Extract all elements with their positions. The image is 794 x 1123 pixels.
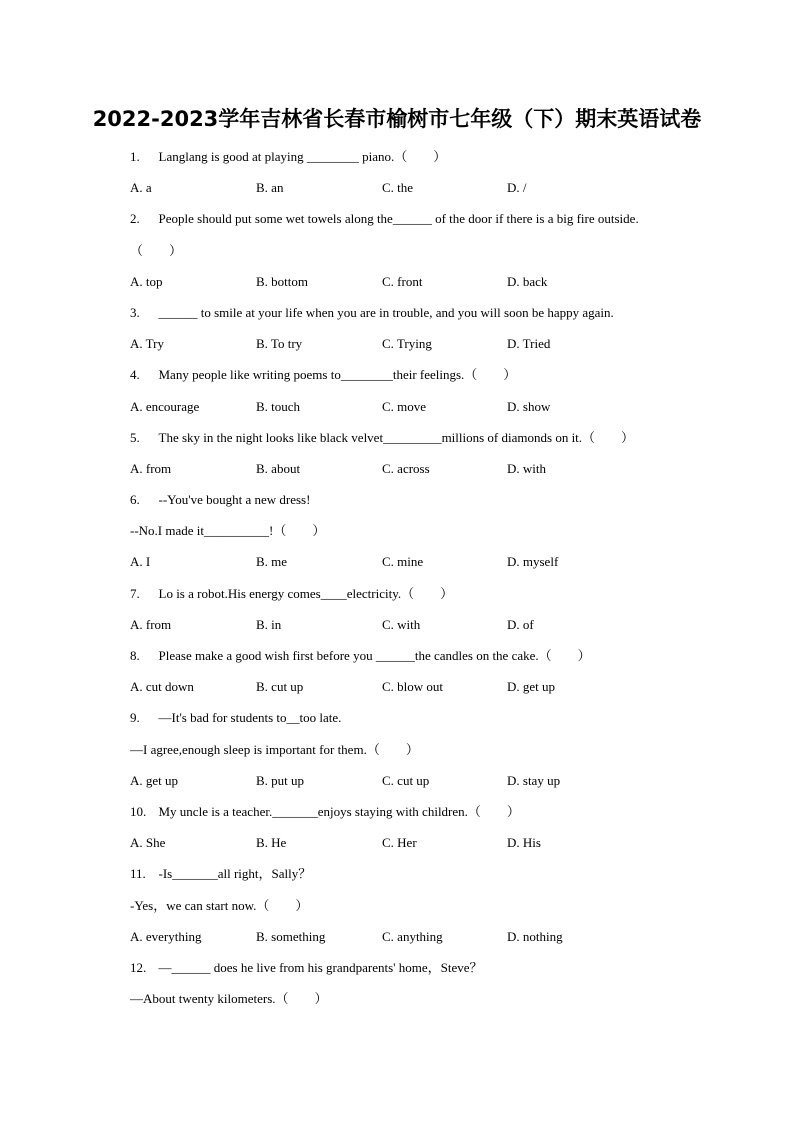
answer-option-a: A. from: [130, 616, 172, 632]
question-text: —It's bad for students to__too late.: [158, 710, 342, 726]
answer-option-d: D. back: [507, 273, 548, 289]
question-number: 6.: [130, 492, 140, 508]
answer-option-b: B. To try: [256, 336, 303, 352]
question-text: ______ to smile at your life when you are in trouble, and you will soon be happy again.: [158, 304, 614, 320]
question-text: -Yes，we can start now.（ ）: [130, 897, 309, 913]
question-stem: [130, 796, 690, 827]
answer-option-d: D. His: [507, 835, 541, 851]
question-8: [130, 640, 690, 702]
answer-option-a: A. She: [130, 835, 166, 851]
question-10: [130, 796, 690, 858]
answer-option-a: A. get up: [130, 772, 179, 788]
question-stem: [130, 141, 690, 172]
answer-option-d: D. of: [507, 616, 534, 632]
question-text: My uncle is a teacher._______enjoys staying with children.（ ）: [158, 803, 520, 819]
question-stem-continued: [130, 734, 690, 765]
question-text: The sky in the night looks like black velvet_________millions of diamonds on it.（ ）: [158, 429, 635, 445]
answer-options: [130, 328, 690, 359]
question-text: -Is_______all right，Sally？: [158, 866, 312, 882]
answer-option-d: D. with: [507, 460, 546, 476]
question-number: 7.: [130, 585, 140, 601]
question-7: [130, 578, 690, 640]
question-text: Langlang is good at playing ________ piano.（ ）: [158, 149, 447, 164]
answer-option-b: B. an: [256, 180, 284, 196]
answer-options: [130, 391, 690, 422]
answer-option-c: C. front: [382, 273, 423, 289]
question-number: 12.: [130, 959, 147, 975]
question-number: 5.: [130, 429, 140, 445]
answer-option-c: C. with: [382, 616, 421, 632]
answer-option-a: A. everything: [130, 928, 202, 944]
answer-option-b: B. me: [256, 554, 288, 570]
answer-option-d: D. stay up: [507, 772, 561, 788]
question-1: [130, 141, 690, 203]
question-list: [130, 141, 690, 1014]
question-5: [130, 422, 690, 484]
question-text: —______ does he live from his grandparents' home，Steve？: [158, 959, 483, 975]
answer-options: [130, 827, 690, 858]
answer-option-b: B. He: [256, 835, 287, 851]
answer-options: [130, 266, 690, 297]
answer-option-b: B. something: [256, 928, 326, 944]
question-number: 2.: [130, 211, 140, 227]
question-stem-continued: [130, 983, 690, 1014]
answer-option-c: C. blow out: [382, 679, 444, 695]
answer-option-c: C. the: [382, 180, 414, 196]
question-stem-continued: [130, 890, 690, 921]
answer-option-b: B. about: [256, 460, 301, 476]
answer-option-d: D. get up: [507, 679, 556, 695]
answer-option-d: D. myself: [507, 554, 559, 570]
answer-options: [130, 671, 690, 702]
question-4: [130, 359, 690, 421]
question-text: —I agree,enough sleep is important for them.（ ）: [130, 741, 419, 757]
question-stem: [130, 578, 690, 609]
answer-option-c: C. anything: [382, 928, 443, 944]
answer-option-d: D. nothing: [507, 928, 563, 944]
answer-options: [130, 921, 690, 952]
question-9: [130, 702, 690, 796]
question-stem: [130, 952, 690, 983]
answer-option-d: D. Tried: [507, 336, 551, 352]
question-stem: [130, 359, 690, 390]
question-text: --You've bought a new dress!: [158, 492, 311, 508]
question-text: --No.I made it__________!（ ）: [130, 523, 326, 539]
question-stem: [130, 203, 690, 234]
question-stem: [130, 640, 690, 671]
question-text: Many people like writing poems to________their feelings.（ ）: [158, 367, 517, 383]
answer-options: [130, 546, 690, 577]
answer-options: [130, 172, 690, 203]
question-text: Lo is a robot.His energy comes____electricity.（ ）: [158, 585, 454, 601]
answer-option-c: C. mine: [382, 554, 424, 570]
answer-option-c: C. Her: [382, 835, 417, 851]
answer-option-b: B. bottom: [256, 273, 309, 289]
question-number: 4.: [130, 367, 140, 383]
answer-option-b: B. cut up: [256, 679, 304, 695]
answer-option-c: C. cut up: [382, 772, 430, 788]
answer-option-b: B. put up: [256, 772, 305, 788]
answer-option-c: C. Trying: [382, 336, 432, 352]
question-6: [130, 484, 690, 578]
question-stem: [130, 858, 690, 889]
question-text: Please make a good wish first before you ______the candles on the cake.（ ）: [158, 648, 591, 663]
question-12: [130, 952, 690, 1014]
answer-option-a: A. Try: [130, 336, 164, 352]
page-title: 2022-2023学年吉林省长春市榆树市七年级（下）期末英语试卷: [92, 107, 702, 131]
question-text: （ ）: [130, 242, 183, 258]
question-stem: [130, 297, 690, 328]
answer-option-a: A. I: [130, 554, 151, 570]
answer-option-a: A. from: [130, 460, 172, 476]
question-2: [130, 203, 690, 297]
question-stem: [130, 422, 690, 453]
question-number: 11.: [130, 866, 146, 882]
answer-option-d: D. /: [507, 180, 527, 196]
question-number: 10.: [130, 803, 147, 819]
answer-options: [130, 453, 690, 484]
question-number: 9.: [130, 710, 140, 726]
question-number: 3.: [130, 304, 140, 320]
answer-option-c: C. move: [382, 398, 427, 414]
question-text: —About twenty kilometers.（ ）: [130, 991, 328, 1007]
answer-option-c: C. across: [382, 460, 430, 476]
question-stem: [130, 702, 690, 733]
answer-option-b: B. in: [256, 616, 282, 632]
answer-options: [130, 609, 690, 640]
question-number: 8.: [130, 648, 140, 663]
answer-option-b: B. touch: [256, 398, 301, 414]
answer-option-d: D. show: [507, 398, 551, 414]
answer-option-a: A. encourage: [130, 398, 200, 414]
question-stem-continued: [130, 235, 690, 266]
question-number: 1.: [130, 149, 140, 164]
answer-option-a: A. top: [130, 273, 163, 289]
question-stem-continued: [130, 515, 690, 546]
answer-option-a: A. a: [130, 180, 152, 196]
question-text: People should put some wet towels along the______ of the door if there is a big fire outside.: [158, 211, 639, 227]
answer-option-a: A. cut down: [130, 679, 194, 695]
question-stem: [130, 484, 690, 515]
question-11: [130, 858, 690, 952]
question-3: [130, 297, 690, 359]
answer-options: [130, 765, 690, 796]
